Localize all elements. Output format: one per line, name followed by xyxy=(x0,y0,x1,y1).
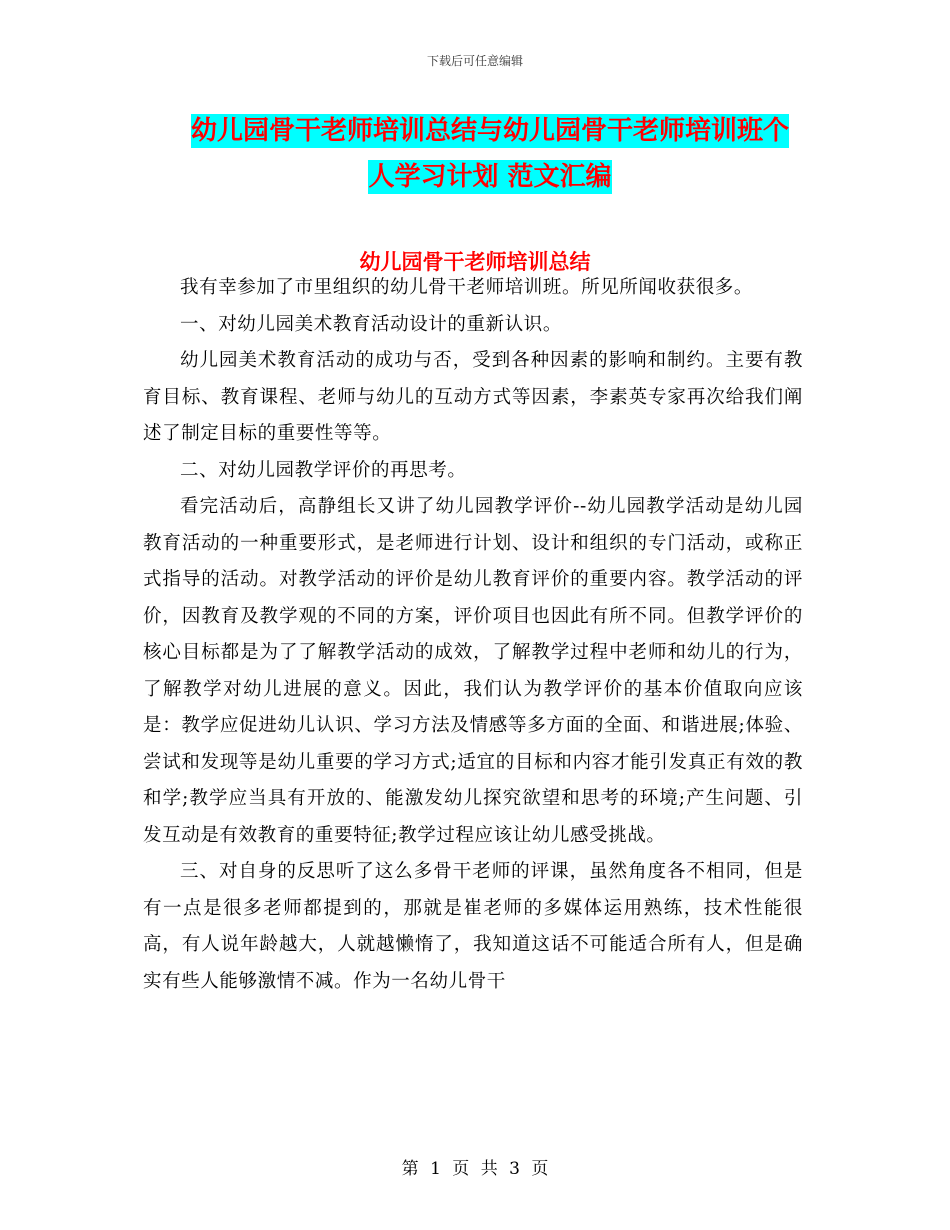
paragraph: 看完活动后，高静组长又讲了幼儿园教学评价--幼儿园教学活动是幼儿园教育活动的一种重要形式，是老师进行计划、设计和组织的专门活动，或称正式指导的活动。对教学活动的评价是幼儿教育评价的重要内容。教学活动的评价，因教育及教学观的不同的方案，评价项目也因此有所不同。但教学评价的核心目标都是为了了解教学活动的成效，了解教学过程中老师和幼儿的行为，了解教学对幼儿进展的意义。因此，我们认为教学评价的基本价值取向应该是：教学应促进幼儿认识、学习方法及情感等多方面的全面、和谐进展;体验、尝试和发现等是幼儿重要的学习方式;适宜的目标和内容才能引发真正有效的教和学;教学应当具有开放的、能激发幼儿探究欲望和思考的环境;产生问题、引发互动是有效教育的重要特征;教学过程应该让幼儿感受挑战。 xyxy=(143,496,803,846)
paragraph: 一、对幼儿园美术教育活动设计的重新认识。 xyxy=(180,313,563,335)
document-body xyxy=(143,270,803,1000)
paragraph: 二、对幼儿园教学评价的再思考。 xyxy=(180,459,467,481)
paragraph: 三、对自身的反思听了这么多骨干老师的评课，虽然角度各不相同，但是有一点是很多老师都提到的，那就是崔老师的多媒体运用熟练，技术性能很高，有人说年龄越大，人就越懒惰了，我知道这话不可能适合所有人，但是确实有些人能够激情不减。作为一名幼儿骨干 xyxy=(143,861,803,992)
paragraph: 我有幸参加了市里组织的幼儿骨干老师培训班。所见所闻收获很多。 xyxy=(180,277,754,298)
document-title-line-1: 幼儿园骨干老师培训总结与幼儿园骨干老师培训班个 xyxy=(190,116,789,146)
page-footer: 第 1 页 共 3 页 xyxy=(401,1159,549,1179)
document-title-line-2: 人学习计划 范文汇编 xyxy=(368,162,612,192)
section-heading: 幼儿园骨干老师培训总结 xyxy=(359,250,591,274)
header-note: 下载后可任意编辑 xyxy=(426,54,523,68)
document-title xyxy=(150,108,830,200)
paragraph: 幼儿园美术教育活动的成功与否，受到各种因素的影响和制约。主要有教育目标、教育课程、老师与幼儿的互动方式等因素，李素英专家再次给我们阐述了制定目标的重要性等等。 xyxy=(143,350,803,444)
